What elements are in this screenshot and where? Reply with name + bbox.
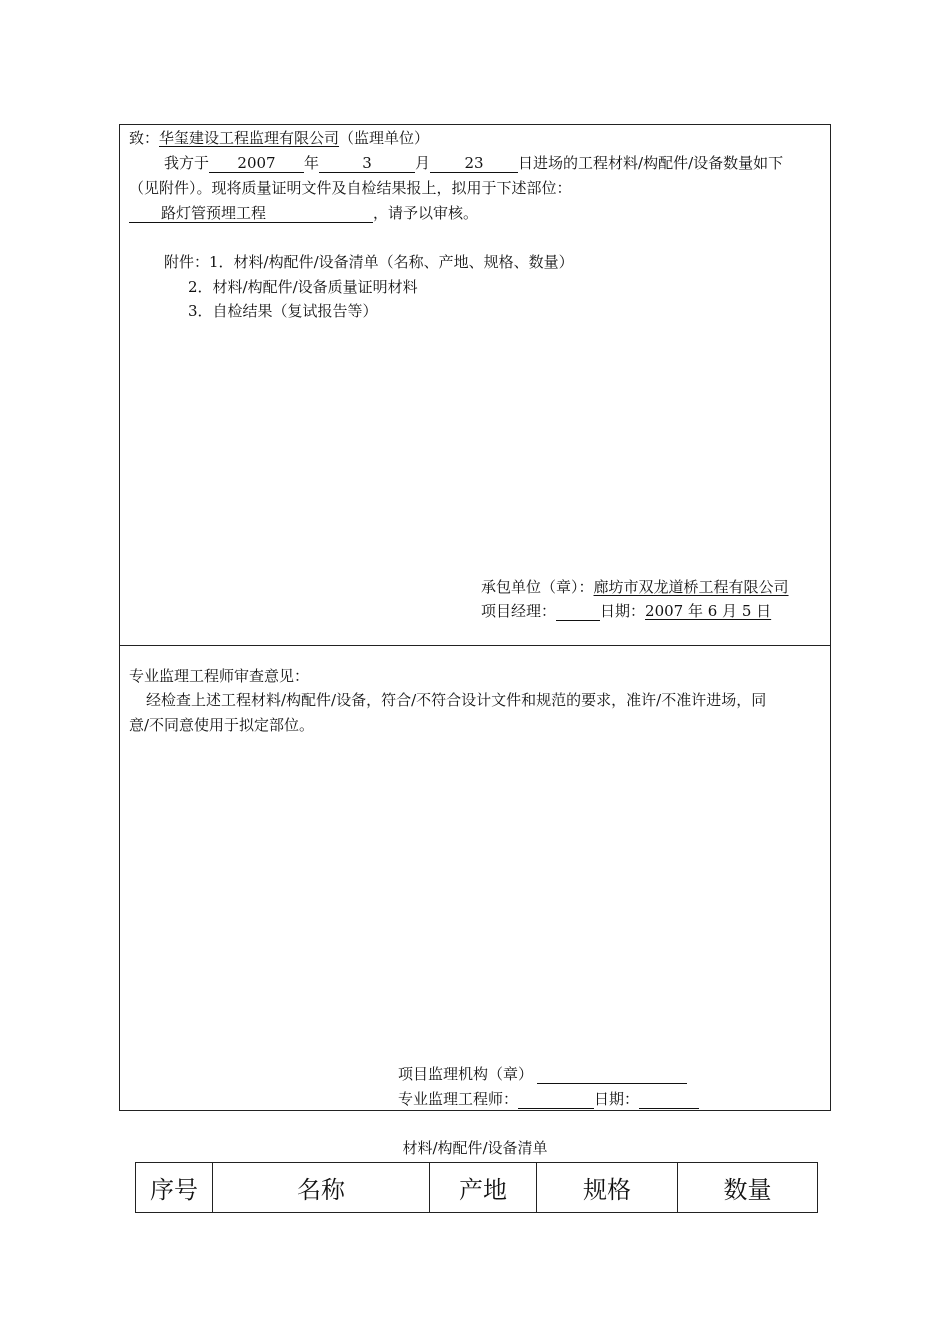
usage-location-text: 路灯管预埋工程	[161, 204, 267, 222]
review-body-2: 意/不同意使用于拟定部位。	[129, 716, 315, 734]
engineer-label: 专业监理工程师：	[398, 1090, 519, 1108]
contractor-label: 承包单位（章）：	[481, 578, 594, 596]
date-value: 2007 年 6 月 5 日	[645, 602, 772, 620]
usage-location	[129, 204, 373, 223]
supervision-org-line	[398, 1064, 687, 1084]
column-header-quantity: 数量	[678, 1163, 818, 1213]
engineer-date-field[interactable]	[639, 1090, 699, 1109]
contractor-name: 廊坊市双龙道桥工程有限公司	[593, 578, 789, 596]
attachment-2: 2．材料/构配件/设备质量证明材料	[188, 278, 418, 296]
addressee-suffix: （监理单位）	[339, 129, 430, 147]
date-label: 日期：	[600, 602, 646, 620]
table-header-row	[136, 1163, 818, 1213]
column-header-spec: 规格	[537, 1163, 678, 1213]
submission-line	[129, 178, 572, 198]
column-header-origin: 产地	[430, 1163, 537, 1213]
addressee-line	[129, 128, 429, 148]
contractor-line	[481, 577, 789, 597]
entry-text-b: 年	[304, 154, 320, 172]
manager-line	[481, 601, 771, 621]
submission-text: （见附件）。现将质量证明文件及自检结果报上，拟用于下述部位：	[129, 179, 572, 197]
addressee-prefix: 致：	[129, 129, 160, 147]
engineer-date-label: 日期：	[594, 1090, 640, 1108]
column-header-name: 名称	[213, 1163, 430, 1213]
entry-date-line	[164, 153, 783, 173]
attachment-1: 附件：1．材料/构配件/设备清单（名称、产地、规格、数量）	[164, 253, 574, 271]
supervision-org-seal-field[interactable]	[537, 1065, 687, 1084]
attachment-3: 3．自检结果（复试报告等）	[188, 302, 378, 320]
review-heading: 专业监理工程师审查意见：	[129, 667, 310, 685]
manager-label: 项目经理：	[481, 602, 557, 620]
entry-text-d: 日进场的工程材料/构配件/设备数量如下	[518, 154, 784, 172]
location-line	[129, 203, 478, 223]
engineer-signature-field[interactable]	[518, 1090, 594, 1109]
column-header-index: 序号	[136, 1163, 213, 1213]
manager-signature-field[interactable]	[556, 602, 600, 621]
supervision-org-label: 项目监理机构（章）	[398, 1065, 534, 1083]
review-body-1: 经检查上述工程材料/构配件/设备，符合/不符合设计文件和规范的要求，准许/不准许进场，同	[146, 691, 767, 709]
engineer-line	[398, 1089, 699, 1109]
entry-year: 2007	[209, 154, 304, 173]
entry-text-c: 月	[415, 154, 431, 172]
supervision-company: 华玺建设工程监理有限公司	[159, 129, 340, 147]
list-title: 材料/构配件/设备清单	[402, 1139, 548, 1157]
entry-day: 23	[430, 154, 518, 173]
entry-text-a: 我方于	[164, 154, 210, 172]
entry-month: 3	[319, 154, 415, 173]
material-list-table	[135, 1162, 818, 1213]
review-request: ，请予以审核。	[373, 204, 479, 222]
